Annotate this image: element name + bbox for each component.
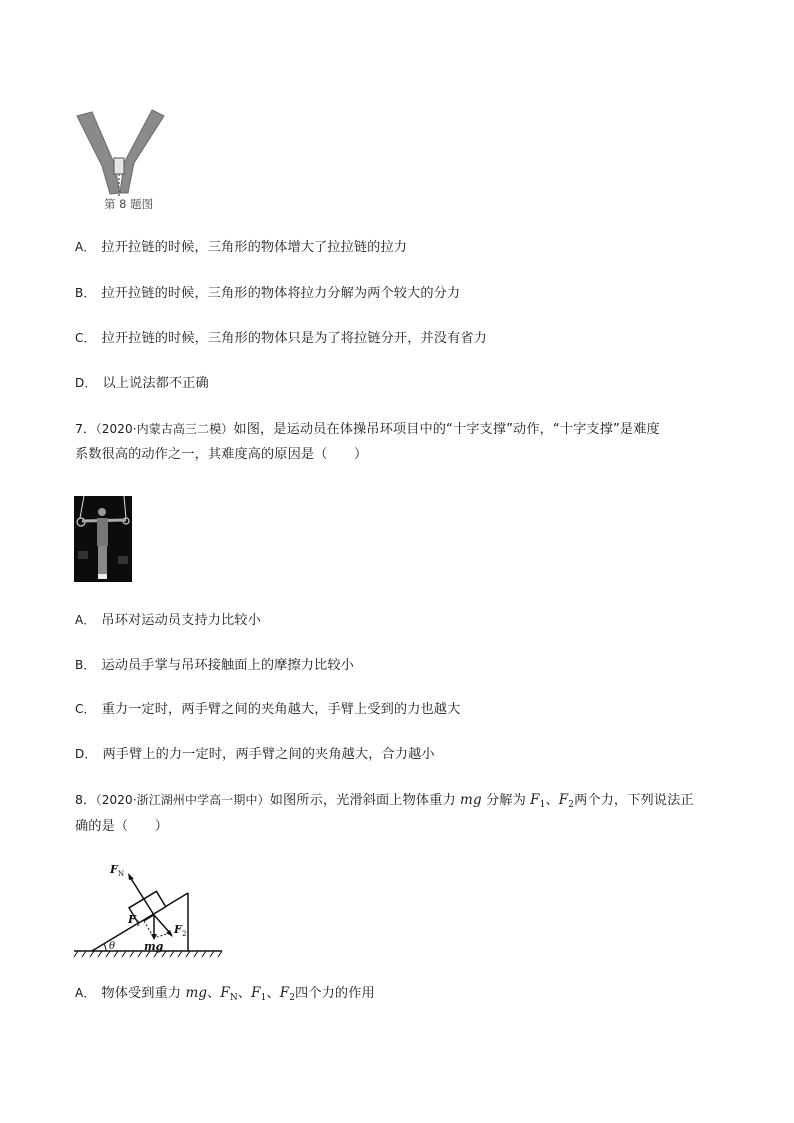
figure-caption: 第 8 题图 [104, 197, 154, 211]
option-text: 重力一定时，两手臂之间的夹角越大，手臂上受到的力也越大 [101, 702, 461, 717]
math-mg: mg [185, 985, 208, 1001]
incline-diagram-icon [72, 853, 232, 963]
svg-text:2: 2 [182, 930, 187, 938]
incline-force-diagram [72, 853, 232, 963]
q8-option-a[interactable] [75, 984, 375, 1007]
q7-option-b[interactable] [75, 656, 354, 675]
q8-stem-line2 [75, 818, 168, 836]
zipper-icon [72, 108, 172, 198]
separator: 、 [266, 986, 280, 1001]
gymnast-icon [74, 496, 132, 582]
q7-option-d[interactable] [75, 745, 435, 764]
q7-stem-line2 [75, 446, 367, 464]
option-letter: D． [75, 376, 97, 390]
question-text: 系数很高的动作之一，其难度高的原因是（ ） [75, 447, 368, 462]
math-fn: $F_N$ [220, 985, 238, 1003]
question-text: 如图，是运动员在体操吊环项目中的“十字支撑”动作，“十字支撑”是难度 [233, 422, 660, 437]
option-text: 运动员手掌与吊环接触面上的摩擦力比较小 [101, 658, 354, 673]
question-text: 分解为 [486, 793, 526, 808]
q6-option-b[interactable] [75, 284, 460, 303]
option-text: 以上说法都不正确 [102, 376, 209, 391]
option-letter: B． [75, 286, 96, 300]
svg-text:F: F [128, 913, 136, 926]
q6-option-a[interactable] [75, 238, 407, 257]
separator: 、 [237, 986, 252, 1001]
gymnast-rings-photo [74, 496, 132, 582]
question-text: 两个力，下列说法正 [574, 793, 694, 808]
option-letter: C． [75, 702, 96, 716]
svg-text:1: 1 [136, 920, 141, 928]
q7-option-c[interactable] [75, 700, 460, 719]
svg-text:N: N [118, 870, 125, 878]
option-text: 物体受到重力 [101, 986, 182, 1001]
q7-stem-line1 [75, 420, 660, 439]
option-text: 两手臂上的力一定时，两手臂之间的夹角越大，合力越小 [102, 747, 435, 762]
zipper-figure [72, 108, 172, 213]
separator: 、 [207, 986, 221, 1001]
separator: 、 [545, 793, 559, 808]
question-number: 8． [75, 792, 96, 807]
q7-option-a[interactable] [75, 611, 261, 630]
option-letter: B． [75, 658, 96, 672]
math-f1: $F_1$ [530, 792, 546, 810]
option-text: 吊环对运动员支持力比较小 [101, 613, 261, 628]
q8-stem-line1 [75, 791, 694, 814]
option-letter: C． [75, 331, 96, 345]
question-source: （2020·浙江湖州中学高一期中） [95, 793, 270, 807]
svg-text:θ: θ [109, 941, 116, 952]
question-source: （2020·内蒙古高三二模） [95, 422, 234, 436]
math-f1: $F_1$ [251, 985, 267, 1003]
q6-option-c[interactable] [75, 329, 487, 348]
option-text: 四个力的作用 [295, 986, 375, 1001]
option-text: 拉开拉链的时候，三角形的物体只是为了将拉链分开，并没有省力 [101, 331, 487, 346]
option-text: 拉开拉链的时候，三角形的物体增大了拉拉链的拉力 [101, 240, 408, 255]
question-number: 7． [75, 421, 96, 436]
question-text: 确的是（ ） [75, 819, 169, 834]
question-text: 如图所示，光滑斜面上物体重力 [269, 793, 456, 808]
math-mg: mg [460, 792, 482, 808]
math-f2: $F_2$ [558, 792, 575, 810]
svg-text:mg: mg [144, 940, 164, 953]
option-letter: D． [75, 747, 97, 761]
option-letter: A． [75, 986, 96, 1000]
svg-text:F: F [110, 863, 118, 876]
option-letter: A． [75, 613, 96, 627]
q6-option-d[interactable] [75, 374, 209, 393]
svg-text:F: F [174, 923, 182, 936]
option-text: 拉开拉链的时候，三角形的物体将拉力分解为两个较大的分力 [101, 286, 461, 301]
math-f2: $F_2$ [279, 985, 296, 1003]
option-letter: A． [75, 240, 96, 254]
